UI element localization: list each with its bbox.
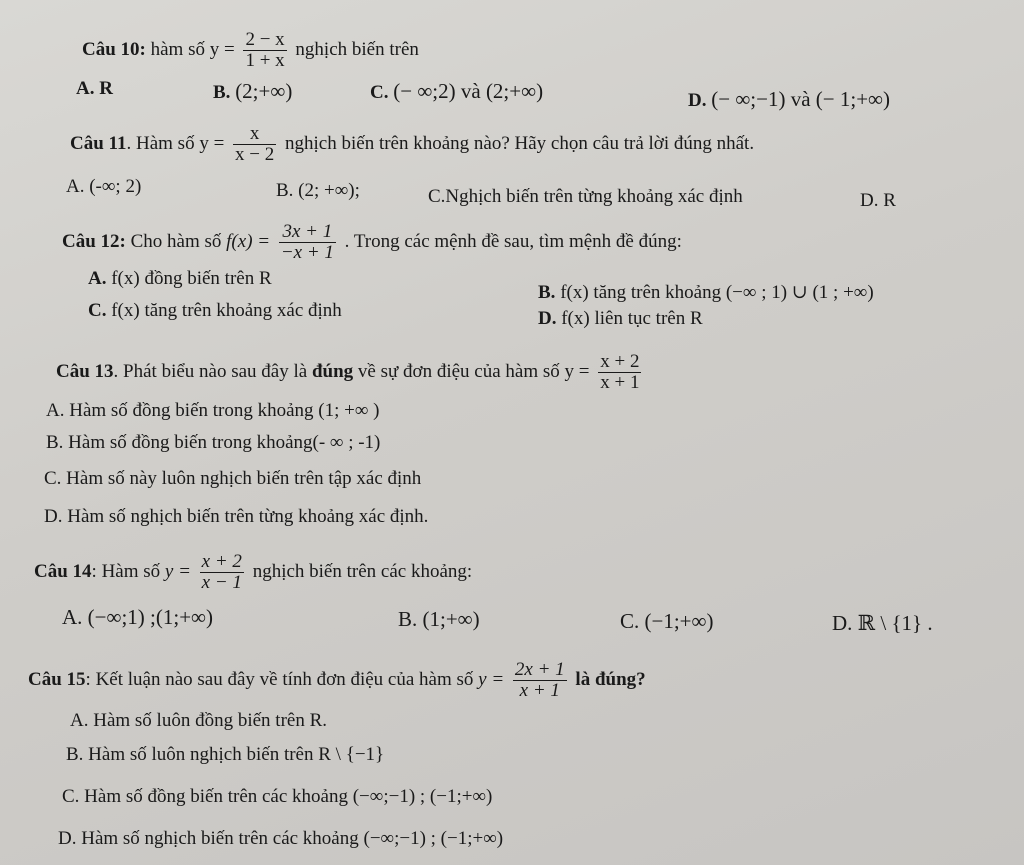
q14-label: Câu 14 xyxy=(34,560,92,582)
q13-option-a: A. Hàm số đồng biến trong khoảng (1; +∞ ) xyxy=(46,400,380,421)
q14-option-c: C. (−1;+∞) xyxy=(620,609,714,633)
q11-label: Câu 11 xyxy=(70,132,127,154)
q14-lhs: y = xyxy=(164,560,191,582)
q10-fraction xyxy=(243,30,286,71)
q11-lhs: y = xyxy=(199,132,225,154)
q11-option-c: C.Nghịch biến trên từng khoảng xác định xyxy=(428,186,743,207)
q14-option-d: D. ℝ \ {1} . xyxy=(832,611,933,635)
q12-label: Câu 12: xyxy=(62,230,126,252)
q14-option-a: A. (−∞;1) ;(1;+∞) xyxy=(62,605,214,629)
q14-fraction: $\frac{x + 2}{x - 1}$ xyxy=(201,551,242,593)
q13-option-d: D. Hàm số nghịch biến trên từng khoảng xác định. xyxy=(44,506,429,527)
q11-option-b: B. (2; +∞); xyxy=(276,180,360,201)
q13-fraction: $\frac{x + 2}{x + 1}$ xyxy=(600,351,640,393)
q10-num: 2 − x xyxy=(245,29,285,50)
q12-option-b: B. f(x) tăng trên khoảng (−∞ ; 1) ∪ (1 ; +∞) xyxy=(538,282,874,303)
q14-text-post: nghịch biến trên các khoảng: xyxy=(252,560,473,582)
q15-text-post: là đúng? xyxy=(575,668,646,690)
q14-stem xyxy=(34,552,472,593)
q15-text-pre: : Kết luận nào sau đây về tính đơn điệu của hàm số xyxy=(85,668,474,690)
q10-text-pre: hàm số xyxy=(150,38,205,60)
q10-option-c: C. (− ∞;2) và (2;+∞) xyxy=(370,79,544,103)
q15-fraction: $\frac{2x + 1}{x + 1}$ xyxy=(514,659,565,701)
q10-option-d: D. (− ∞;−1) và (− 1;+∞) xyxy=(688,87,891,111)
q15-lhs: y = xyxy=(478,668,505,690)
q13-option-c: C. Hàm số này luôn nghịch biến trên tập xác định xyxy=(44,468,422,489)
q13-text-mid: về sự đơn điệu của hàm số xyxy=(357,360,560,382)
q11-stem xyxy=(70,124,754,165)
q10-stem xyxy=(82,30,419,71)
q14-text-pre: : Hàm số xyxy=(91,560,161,582)
q11-option-a: A. (-∞; 2) xyxy=(66,176,142,197)
q10-label: Câu 10: xyxy=(82,38,146,60)
q10-option-a: A. R xyxy=(76,78,113,99)
q10-text-post: nghịch biến trên xyxy=(295,38,419,60)
q11-text-pre: . Hàm số xyxy=(126,132,195,154)
q12-text-post: . Trong các mệnh đề sau, tìm mệnh đề đúng: xyxy=(344,230,682,252)
q12-fraction: $\frac{3x + 1}{-x + 1}$ xyxy=(280,221,334,263)
q14-option-b: B. (1;+∞) xyxy=(398,607,480,631)
q10-den: 1 + x xyxy=(245,50,285,71)
q13-stem xyxy=(56,352,645,393)
q13-bold-word: đúng xyxy=(311,360,354,382)
q12-lhs: f(x) = xyxy=(226,230,271,252)
q15-option-b: B. Hàm số luôn nghịch biến trên R \ {−1} xyxy=(66,744,385,765)
q11-fraction: $\frac{x}{x - 2}$ xyxy=(235,123,275,165)
q12-option-a: A. f(x) đồng biến trên R xyxy=(88,268,272,289)
q15-stem xyxy=(28,660,646,701)
q15-option-d: D. Hàm số nghịch biến trên các khoảng (−∞;−1) ; (−1;+∞) xyxy=(58,828,504,849)
q13-option-b: B. Hàm số đồng biến trong khoảng(- ∞ ; -1) xyxy=(46,432,381,453)
q12-option-c: C. f(x) tăng trên khoảng xác định xyxy=(88,300,342,321)
q11-option-d: D. R xyxy=(860,190,896,211)
q15-option-c: C. Hàm số đồng biến trên các khoảng (−∞;−1) ; (−1;+∞) xyxy=(62,786,493,807)
q15-option-a: A. Hàm số luôn đồng biến trên R. xyxy=(70,710,328,731)
q11-text-post: nghịch biến trên khoảng nào? Hãy chọn câu trả lời đúng nhất. xyxy=(285,132,755,154)
q12-option-d: D. f(x) liên tục trên R xyxy=(538,308,703,329)
q13-label: Câu 13 xyxy=(56,360,114,382)
q12-stem xyxy=(62,222,682,263)
q15-label: Câu 15 xyxy=(28,668,86,690)
q12-text-pre: Cho hàm số xyxy=(130,230,222,252)
q13-lhs: y = xyxy=(564,360,590,382)
q10-lhs: y = xyxy=(209,38,235,60)
q10-option-b: B. (2;+∞) xyxy=(213,79,293,103)
q13-text-pre: . Phát biểu nào sau đây là xyxy=(113,360,308,382)
